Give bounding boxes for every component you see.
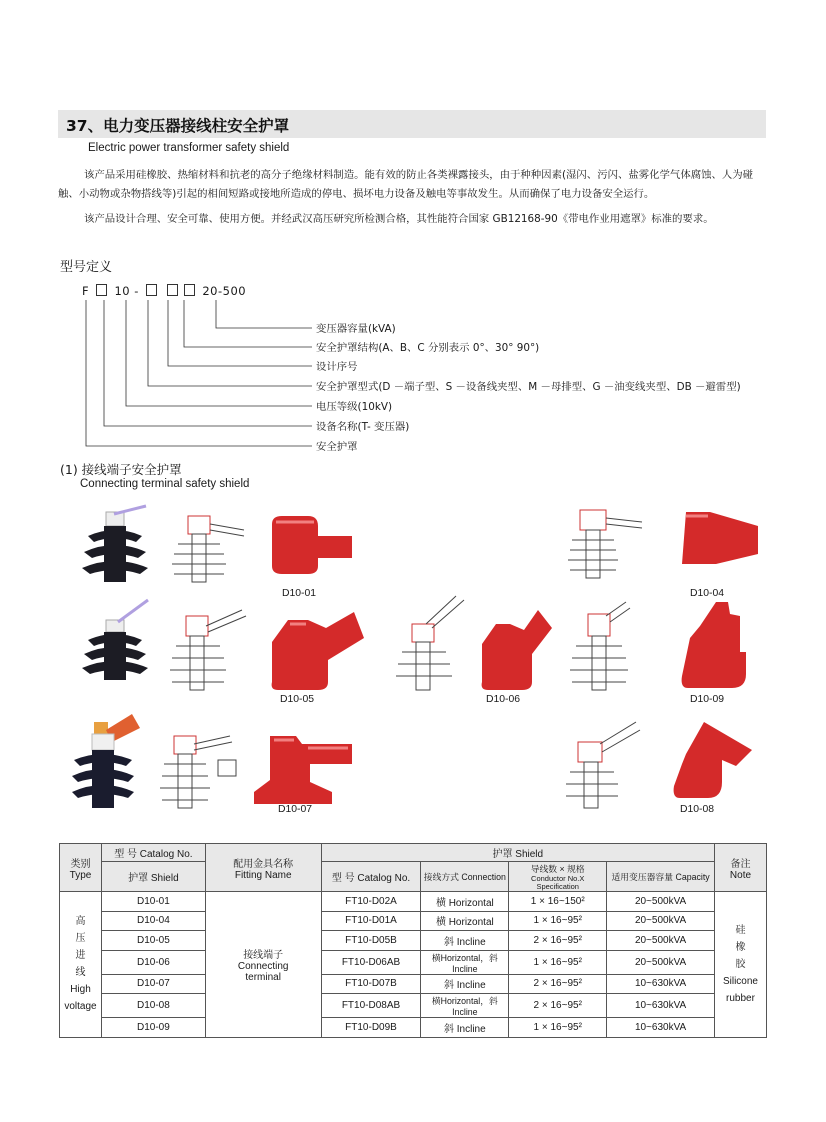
shield-d10-04-image bbox=[676, 508, 760, 570]
insulator-photo bbox=[70, 706, 158, 810]
header-spec-en: Conductor No.X Specification bbox=[531, 874, 585, 891]
intro-paragraph-2: 该产品设计合理、安全可靠、使用方便。并经武汉高压研究所检测合格，其性能符合国家 GB12168-90《带电作业用遮罩》标准的要求。 bbox=[84, 213, 714, 225]
insulator-photo bbox=[76, 598, 156, 682]
cell-connection: 斜 Incline bbox=[421, 974, 509, 994]
cell-spec: 2 × 16~95² bbox=[509, 931, 607, 951]
table-row bbox=[60, 994, 767, 1018]
insulator-line-drawing bbox=[570, 600, 636, 692]
insulator-line-drawing bbox=[160, 730, 246, 810]
header-catalog: 型 号 Catalog No. bbox=[101, 844, 205, 862]
spec-table bbox=[59, 843, 767, 1038]
type-en-line: voltage bbox=[64, 1001, 97, 1013]
header-type bbox=[60, 844, 102, 892]
type-char: 线 bbox=[75, 967, 86, 979]
cell-model: FT10-D01A bbox=[321, 911, 421, 931]
fitting-cell bbox=[205, 892, 321, 1038]
header-note-cn: 备注 bbox=[730, 858, 751, 870]
shield-d10-05-image bbox=[268, 612, 364, 692]
cell-model: FT10-D09B bbox=[321, 1018, 421, 1038]
insulator-line-drawing bbox=[166, 606, 250, 692]
cell-capacity: 20~500kVA bbox=[607, 950, 715, 974]
cell-shield: D10-09 bbox=[101, 1018, 205, 1038]
cell-spec: 1 × 16~95² bbox=[509, 1018, 607, 1038]
fitting-cn: 接线端子 bbox=[243, 949, 284, 961]
shield-d10-09-image bbox=[680, 598, 750, 690]
note-en-2: rubber bbox=[726, 992, 755, 1004]
caption-d10-05: D10-05 bbox=[280, 694, 315, 705]
type-en-line: High bbox=[70, 984, 91, 996]
cell-shield: D10-04 bbox=[101, 911, 205, 931]
table-row bbox=[60, 974, 767, 994]
cell-spec: 2 × 16~95² bbox=[509, 994, 607, 1018]
model-definition-heading: 型号定义 bbox=[60, 260, 113, 275]
cell-spec: 1 × 16~95² bbox=[509, 911, 607, 931]
cell-capacity: 10~630kVA bbox=[607, 1018, 715, 1038]
header-fitting-cn: 配用金具名称 bbox=[233, 858, 294, 870]
note-cell bbox=[714, 892, 766, 1038]
table-row bbox=[60, 931, 767, 951]
intro-paragraph-1: 该产品采用硅橡胶、热缩材料和抗老的高分子绝缘材料制造。能有效的防止各类裸露接头，由于种种因素(湿闪、污闪、盐雾化学气体腐蚀、人为碰触、小动物或杂物搭线等)引起的相间短路或接地所造成的停电、损坏电力设备及触电等事故发生。从而确保了电力设备安全运行。 bbox=[58, 169, 754, 200]
caption-d10-07: D10-07 bbox=[278, 804, 313, 815]
cell-model: FT10-D08AB bbox=[321, 994, 421, 1018]
header-type-en: Type bbox=[69, 869, 92, 881]
page-subtitle: Electric power transformer safety shield bbox=[88, 142, 290, 154]
fitting-en-2: terminal bbox=[245, 971, 281, 983]
header-capacity: 适用变压器容量 Capacity bbox=[607, 862, 715, 892]
caption-d10-08: D10-08 bbox=[680, 804, 715, 815]
table-row bbox=[60, 911, 767, 931]
legend-voltage: 电压等级(10kV) bbox=[316, 401, 393, 413]
caption-d10-04: D10-04 bbox=[690, 588, 725, 599]
header-note bbox=[714, 844, 766, 892]
cell-shield: D10-07 bbox=[101, 974, 205, 994]
type-cell bbox=[60, 892, 102, 1038]
section-heading-cn: (1) 接线端子安全护罩 bbox=[60, 462, 182, 477]
cell-capacity: 20~500kVA bbox=[607, 911, 715, 931]
cell-model: FT10-D06AB bbox=[321, 950, 421, 974]
cell-shield: D10-01 bbox=[101, 892, 205, 912]
insulator-line-drawing bbox=[164, 512, 248, 584]
shield-d10-07-image bbox=[252, 730, 360, 808]
table-row bbox=[60, 950, 767, 974]
cell-connection: 横Horizontal，斜Incline bbox=[421, 994, 509, 1018]
caption-d10-09: D10-09 bbox=[690, 694, 725, 705]
legend-safety-shield: 安全护罩 bbox=[316, 441, 358, 453]
header-spec bbox=[509, 862, 607, 892]
cell-capacity: 10~630kVA bbox=[607, 994, 715, 1018]
header-shield-group: 护罩 Shield bbox=[321, 844, 714, 862]
cell-spec: 2 × 16~95² bbox=[509, 974, 607, 994]
type-char: 高 bbox=[75, 916, 86, 928]
legend-shield-type: 安全护罩型式(D －端子型、S －设备线夹型、M －母排型、G －油变线夹型、DB －避雷型) bbox=[316, 381, 741, 393]
cell-spec: 1 × 16~150² bbox=[509, 892, 607, 912]
legend-structure: 安全护罩结构(A、B、C 分别表示 0°、30° 90°) bbox=[316, 342, 540, 354]
cell-model: FT10-D07B bbox=[321, 974, 421, 994]
cell-capacity: 10~630kVA bbox=[607, 974, 715, 994]
legend-device: 设备名称(T- 变压器) bbox=[316, 421, 410, 433]
type-char: 进 bbox=[75, 950, 86, 962]
header-connection: 接线方式 Connection bbox=[421, 862, 509, 892]
fitting-en-1: Connecting bbox=[237, 960, 289, 972]
cell-model: FT10-D05B bbox=[321, 931, 421, 951]
cell-connection: 斜 Incline bbox=[421, 1018, 509, 1038]
table-row bbox=[60, 1018, 767, 1038]
shield-d10-08-image bbox=[672, 720, 754, 800]
cell-connection: 斜 Incline bbox=[421, 931, 509, 951]
insulator-line-drawing bbox=[396, 594, 472, 692]
cell-model: FT10-D02A bbox=[321, 892, 421, 912]
cell-shield: D10-08 bbox=[101, 994, 205, 1018]
section-heading-en: Connecting terminal safety shield bbox=[80, 478, 250, 490]
note-char: 橡 bbox=[735, 941, 746, 953]
note-char: 胶 bbox=[735, 958, 746, 970]
table-row bbox=[60, 892, 767, 912]
model-code-prefix: F bbox=[82, 284, 90, 298]
insulator-line-drawing bbox=[566, 720, 650, 810]
header-note-en: Note bbox=[729, 869, 752, 881]
header-spec-cn: 导线数 × 规格 bbox=[530, 864, 585, 874]
insulator-photo bbox=[76, 502, 156, 584]
header-fitting bbox=[205, 844, 321, 892]
cell-shield: D10-06 bbox=[101, 950, 205, 974]
model-code-mid: 10 - bbox=[114, 284, 139, 298]
cell-connection: 横 Horizontal bbox=[421, 911, 509, 931]
header-type-cn: 类别 bbox=[70, 858, 91, 870]
type-char: 压 bbox=[75, 933, 86, 945]
caption-d10-01: D10-01 bbox=[282, 588, 317, 599]
cell-capacity: 20~500kVA bbox=[607, 931, 715, 951]
cell-spec: 1 × 16~95² bbox=[509, 950, 607, 974]
model-code-capacity: 20-500 bbox=[202, 284, 247, 298]
cell-capacity: 20~500kVA bbox=[607, 892, 715, 912]
cell-connection: 横 Horizontal bbox=[421, 892, 509, 912]
shield-d10-01-image bbox=[268, 514, 358, 576]
header-fitting-en: Fitting Name bbox=[234, 869, 292, 881]
shield-d10-06-image bbox=[480, 610, 554, 692]
page-title: 37、电力变压器接线柱安全护罩 bbox=[66, 117, 290, 135]
header-model: 型 号 Catalog No. bbox=[321, 862, 421, 892]
cell-shield: D10-05 bbox=[101, 931, 205, 951]
insulator-line-drawing bbox=[566, 504, 646, 580]
cell-connection: 横Horizontal，斜Incline bbox=[421, 950, 509, 974]
note-en-1: Silicone bbox=[722, 975, 758, 987]
legend-capacity: 变压器容量(kVA) bbox=[316, 323, 396, 335]
legend-design-no: 设计序号 bbox=[316, 361, 358, 373]
caption-d10-06: D10-06 bbox=[486, 694, 521, 705]
header-shield: 护罩 Shield bbox=[101, 862, 205, 892]
note-char: 硅 bbox=[735, 924, 746, 936]
